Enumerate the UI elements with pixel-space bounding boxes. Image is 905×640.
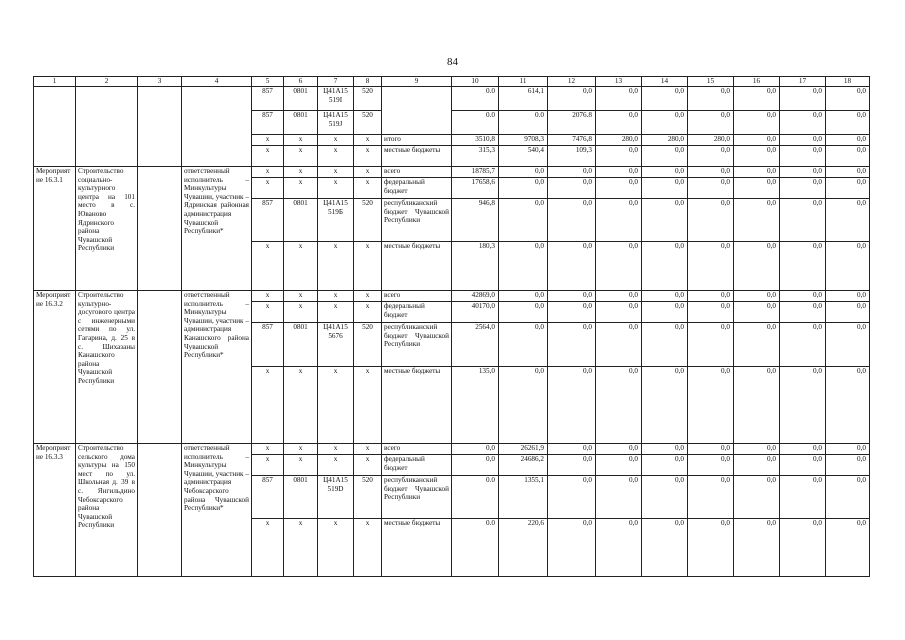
item-cell: Мероприятие 16.3.3 bbox=[34, 444, 76, 577]
value-cell: 0,0 bbox=[499, 242, 548, 291]
value-cell: 0.0 bbox=[452, 111, 499, 135]
responsible-cell bbox=[182, 87, 252, 167]
grbs-cell: 857 bbox=[252, 199, 284, 242]
target-article-cell: х bbox=[318, 242, 354, 291]
table-row bbox=[34, 291, 870, 302]
value-cell: 40170,0 bbox=[452, 302, 499, 323]
expense-type-cell: х bbox=[354, 444, 382, 455]
value-cell: 0,0 bbox=[642, 444, 688, 455]
value-cell: 0,0 bbox=[548, 178, 596, 199]
value-cell: 0,0 bbox=[826, 111, 870, 135]
value-cell: 0,0 bbox=[499, 367, 548, 444]
value-cell: 0,0 bbox=[642, 519, 688, 577]
value-cell: 0,0 bbox=[780, 242, 826, 291]
value-cell: 0,0 bbox=[826, 444, 870, 455]
value-cell: 0,0 bbox=[548, 242, 596, 291]
value-cell: 109,3 bbox=[548, 146, 596, 167]
value-cell: 0,0 bbox=[688, 444, 734, 455]
target-article-cell: х bbox=[318, 444, 354, 455]
value-cell: 0,0 bbox=[688, 167, 734, 178]
value-cell: 0,0 bbox=[780, 476, 826, 519]
value-cell: 0,0 bbox=[826, 199, 870, 242]
value-cell: 0,0 bbox=[642, 323, 688, 367]
value-cell: 0.0 bbox=[452, 87, 499, 111]
grbs-cell: х bbox=[252, 178, 284, 199]
header-cell: 4 bbox=[182, 77, 252, 87]
value-cell: 0,0 bbox=[826, 455, 870, 476]
section-cell: х bbox=[284, 167, 318, 178]
value-cell: 0,0 bbox=[826, 367, 870, 444]
expense-type-cell: х bbox=[354, 146, 382, 167]
target-article-cell: х bbox=[318, 367, 354, 444]
value-cell: 0,0 bbox=[499, 302, 548, 323]
col3-cell bbox=[138, 444, 182, 577]
funding-source-cell: республиканский бюджет Чувашской Республики bbox=[382, 323, 452, 367]
value-cell: 0,0 bbox=[642, 302, 688, 323]
description-cell: Строительство социально-культурного центра на 101 место в с. Юваново Ядринского района Чувашской Республики bbox=[76, 167, 138, 291]
expense-type-cell: 520 bbox=[354, 199, 382, 242]
target-article-cell: х bbox=[318, 291, 354, 302]
value-cell: 3510,8 bbox=[452, 135, 499, 146]
description-cell: Строительство сельского дома культуры на 150 мест по ул. Школьная д. 39 в с. Янгильдино Чебоксарского района Чувашской Республики bbox=[76, 444, 138, 577]
target-article-cell: х bbox=[318, 455, 354, 476]
value-cell: 614,1 bbox=[499, 87, 548, 111]
value-cell: 0,0 bbox=[596, 367, 642, 444]
value-cell: 0,0 bbox=[596, 111, 642, 135]
value-cell: 0,0 bbox=[642, 146, 688, 167]
value-cell: 0,0 bbox=[688, 87, 734, 111]
table-row bbox=[34, 444, 870, 455]
section-cell: х bbox=[284, 302, 318, 323]
value-cell: 0,0 bbox=[734, 519, 780, 577]
section-cell: х bbox=[284, 291, 318, 302]
target-article-cell: Ц41А15 519I bbox=[318, 87, 354, 111]
value-cell: 0,0 bbox=[596, 242, 642, 291]
page-number: 84 bbox=[447, 56, 458, 68]
value-cell: 0,0 bbox=[596, 323, 642, 367]
funding-source-cell: всего bbox=[382, 291, 452, 302]
section-cell: х bbox=[284, 178, 318, 199]
table-row bbox=[34, 167, 870, 178]
value-cell: 0,0 bbox=[780, 519, 826, 577]
target-article-cell: х bbox=[318, 178, 354, 199]
section-cell: 0801 bbox=[284, 111, 318, 135]
value-cell: 0,0 bbox=[826, 291, 870, 302]
value-cell: 0,0 bbox=[642, 167, 688, 178]
value-cell: 0,0 bbox=[596, 291, 642, 302]
section-cell: 0801 bbox=[284, 323, 318, 367]
value-cell: 0,0 bbox=[780, 455, 826, 476]
value-cell: 280,0 bbox=[596, 135, 642, 146]
value-cell: 0,0 bbox=[596, 199, 642, 242]
value-cell: 0,0 bbox=[826, 87, 870, 111]
description-cell bbox=[76, 87, 138, 167]
value-cell: 0,0 bbox=[826, 242, 870, 291]
value-cell: 0,0 bbox=[780, 135, 826, 146]
funding-source-cell: федеральный бюджет bbox=[382, 178, 452, 199]
grbs-cell: 857 bbox=[252, 111, 284, 135]
value-cell: 0,0 bbox=[826, 519, 870, 577]
value-cell: 0,0 bbox=[688, 367, 734, 444]
value-cell: 0,0 bbox=[596, 167, 642, 178]
expense-type-cell: х bbox=[354, 135, 382, 146]
value-cell: 0,0 bbox=[734, 87, 780, 111]
grbs-cell: х bbox=[252, 367, 284, 444]
grbs-cell: 857 bbox=[252, 87, 284, 111]
value-cell: 0,0 bbox=[548, 444, 596, 455]
section-cell: х bbox=[284, 242, 318, 291]
value-cell: 0,0 bbox=[548, 87, 596, 111]
value-cell: 0,0 bbox=[780, 199, 826, 242]
grbs-cell: х bbox=[252, 167, 284, 178]
value-cell: 0,0 bbox=[499, 199, 548, 242]
value-cell: 0,0 bbox=[780, 167, 826, 178]
header-cell: 16 bbox=[734, 77, 780, 87]
value-cell: 9708,3 bbox=[499, 135, 548, 146]
value-cell: 0,0 bbox=[826, 146, 870, 167]
section-cell: х bbox=[284, 135, 318, 146]
item-cell: Мероприятие 16.3.1 bbox=[34, 167, 76, 291]
value-cell: 0,0 bbox=[826, 323, 870, 367]
value-cell: 0,0 bbox=[780, 178, 826, 199]
section-cell: 0801 bbox=[284, 199, 318, 242]
funding-source-cell: федеральный бюджет bbox=[382, 455, 452, 476]
value-cell: 0,0 bbox=[826, 302, 870, 323]
value-cell: 0,0 bbox=[734, 135, 780, 146]
funding-source-cell: местные бюджеты bbox=[382, 367, 452, 444]
value-cell: 0,0 bbox=[734, 291, 780, 302]
value-cell: 0,0 bbox=[548, 323, 596, 367]
value-cell: 0,0 bbox=[642, 87, 688, 111]
value-cell: 946,8 bbox=[452, 199, 499, 242]
grbs-cell: х bbox=[252, 302, 284, 323]
header-row bbox=[34, 77, 870, 87]
header-cell: 3 bbox=[138, 77, 182, 87]
funding-source-cell: федеральный бюджет bbox=[382, 302, 452, 323]
value-cell: 0,0 bbox=[596, 302, 642, 323]
target-article-cell: Ц41А15 5676 bbox=[318, 323, 354, 367]
value-cell: 0,0 bbox=[734, 476, 780, 519]
value-cell: 135,0 bbox=[452, 367, 499, 444]
value-cell: 0,0 bbox=[734, 367, 780, 444]
target-article-cell: х bbox=[318, 302, 354, 323]
grbs-cell: х bbox=[252, 242, 284, 291]
section-cell: х bbox=[284, 519, 318, 577]
value-cell: 0,0 bbox=[642, 242, 688, 291]
target-article-cell: Ц41А15 519D bbox=[318, 476, 354, 519]
funding-source-cell: всего bbox=[382, 444, 452, 455]
grbs-cell: х bbox=[252, 146, 284, 167]
responsible-cell: ответственный исполнитель – Минкультуры Чувашии, участник – администрация Чебоксарского района Чувашской Республики* bbox=[182, 444, 252, 577]
header-cell: 2 bbox=[76, 77, 138, 87]
value-cell: 0,0 bbox=[734, 178, 780, 199]
section-cell: х bbox=[284, 367, 318, 444]
value-cell: 0,0 bbox=[826, 167, 870, 178]
value-cell: 18785,7 bbox=[452, 167, 499, 178]
table-body bbox=[34, 77, 870, 577]
target-article-cell: х bbox=[318, 167, 354, 178]
value-cell: 0,0 bbox=[780, 146, 826, 167]
target-article-cell: х bbox=[318, 519, 354, 577]
value-cell: 0,0 bbox=[688, 199, 734, 242]
funding-source-cell: местные бюджеты bbox=[382, 519, 452, 577]
header-cell: 9 bbox=[382, 77, 452, 87]
value-cell: 2076.8 bbox=[548, 111, 596, 135]
expense-type-cell: х bbox=[354, 242, 382, 291]
funding-source-cell: всего bbox=[382, 167, 452, 178]
header-cell: 15 bbox=[688, 77, 734, 87]
expense-type-cell: 520 bbox=[354, 111, 382, 135]
value-cell: 0,0 bbox=[642, 476, 688, 519]
value-cell: 0,0 bbox=[688, 323, 734, 367]
item-cell: Мероприятие 16.3.2 bbox=[34, 291, 76, 444]
expense-type-cell: х bbox=[354, 367, 382, 444]
value-cell: 0,0 bbox=[734, 111, 780, 135]
value-cell: 7476,8 bbox=[548, 135, 596, 146]
grbs-cell: 857 bbox=[252, 476, 284, 519]
value-cell: 280,0 bbox=[642, 135, 688, 146]
value-cell: 0,0 bbox=[780, 302, 826, 323]
value-cell: 0,0 bbox=[688, 111, 734, 135]
value-cell: 26261,9 bbox=[499, 444, 548, 455]
value-cell: 1355,1 bbox=[499, 476, 548, 519]
funding-source-cell bbox=[382, 87, 452, 135]
value-cell: 0,0 bbox=[596, 87, 642, 111]
expense-type-cell: х bbox=[354, 167, 382, 178]
value-cell: 42869,0 bbox=[452, 291, 499, 302]
section-cell: х bbox=[284, 444, 318, 455]
value-cell: 0,0 bbox=[642, 367, 688, 444]
grbs-cell: х bbox=[252, 455, 284, 476]
funding-source-cell: республиканский бюджет Чувашской Республики bbox=[382, 199, 452, 242]
value-cell: 0,0 bbox=[734, 444, 780, 455]
value-cell: 17658,6 bbox=[452, 178, 499, 199]
expense-type-cell: х bbox=[354, 519, 382, 577]
header-cell: 1 bbox=[34, 77, 76, 87]
value-cell: 0,0 bbox=[734, 242, 780, 291]
value-cell: 0,0 bbox=[734, 302, 780, 323]
expense-type-cell: 520 bbox=[354, 476, 382, 519]
header-cell: 7 bbox=[318, 77, 354, 87]
header-cell: 17 bbox=[780, 77, 826, 87]
value-cell: 0,0 bbox=[642, 111, 688, 135]
funding-source-cell: республиканский бюджет Чувашской Республики bbox=[382, 476, 452, 519]
header-cell: 18 bbox=[826, 77, 870, 87]
funding-source-cell: местные бюджеты bbox=[382, 242, 452, 291]
value-cell: 0,0 bbox=[452, 444, 499, 455]
value-cell: 0,0 bbox=[780, 323, 826, 367]
value-cell: 0,0 bbox=[499, 323, 548, 367]
responsible-cell: ответственный исполнитель – Минкультуры Чувашии, участник – администрация Канашского района Чувашской Республики* bbox=[182, 291, 252, 444]
value-cell: 0,0 bbox=[548, 455, 596, 476]
section-cell: 0801 bbox=[284, 476, 318, 519]
col3-cell bbox=[138, 87, 182, 167]
value-cell: 0,0 bbox=[548, 302, 596, 323]
value-cell: 315,3 bbox=[452, 146, 499, 167]
value-cell: 180,3 bbox=[452, 242, 499, 291]
value-cell: 0,0 bbox=[826, 178, 870, 199]
header-cell: 12 bbox=[548, 77, 596, 87]
grbs-cell: х bbox=[252, 519, 284, 577]
value-cell: 0,0 bbox=[642, 291, 688, 302]
value-cell: 0,0 bbox=[596, 146, 642, 167]
grbs-cell: х bbox=[252, 135, 284, 146]
expense-type-cell: х bbox=[354, 302, 382, 323]
value-cell: 0,0 bbox=[826, 476, 870, 519]
expense-type-cell: 520 bbox=[354, 87, 382, 111]
value-cell: 2564,0 bbox=[452, 323, 499, 367]
value-cell: 0,0 bbox=[688, 178, 734, 199]
value-cell: 0,0 bbox=[548, 291, 596, 302]
value-cell: 220,6 bbox=[499, 519, 548, 577]
value-cell: 0,0 bbox=[642, 178, 688, 199]
value-cell: 0,0 bbox=[596, 444, 642, 455]
grbs-cell: х bbox=[252, 444, 284, 455]
value-cell: 540,4 bbox=[499, 146, 548, 167]
value-cell: 0,0 bbox=[596, 519, 642, 577]
value-cell: 0,0 bbox=[688, 302, 734, 323]
value-cell: 0,0 bbox=[548, 167, 596, 178]
section-cell: х bbox=[284, 146, 318, 167]
table-row bbox=[34, 87, 870, 111]
value-cell: 0,0 bbox=[688, 146, 734, 167]
value-cell: 0,0 bbox=[780, 87, 826, 111]
value-cell: 280,0 bbox=[688, 135, 734, 146]
value-cell: 0,0 bbox=[688, 291, 734, 302]
value-cell: 0,0 bbox=[499, 167, 548, 178]
value-cell: 0,0 bbox=[826, 135, 870, 146]
value-cell: 0,0 bbox=[734, 167, 780, 178]
header-cell: 6 bbox=[284, 77, 318, 87]
header-cell: 5 bbox=[252, 77, 284, 87]
value-cell: 0,0 bbox=[499, 291, 548, 302]
value-cell: 0,0 bbox=[688, 242, 734, 291]
value-cell: 0.0 bbox=[499, 111, 548, 135]
section-cell: 0801 bbox=[284, 87, 318, 111]
value-cell: 0,0 bbox=[548, 476, 596, 519]
value-cell: 0,0 bbox=[688, 519, 734, 577]
grbs-cell: х bbox=[252, 291, 284, 302]
value-cell: 0,0 bbox=[688, 455, 734, 476]
value-cell: 0.0 bbox=[452, 519, 499, 577]
value-cell: 24686,2 bbox=[499, 455, 548, 476]
col3-cell bbox=[138, 291, 182, 444]
budget-table bbox=[33, 76, 870, 577]
grbs-cell: 857 bbox=[252, 323, 284, 367]
value-cell: 0.0 bbox=[452, 476, 499, 519]
section-cell: х bbox=[284, 455, 318, 476]
header-cell: 10 bbox=[452, 77, 499, 87]
funding-source-cell: итого bbox=[382, 135, 452, 146]
value-cell: 0,0 bbox=[596, 178, 642, 199]
header-cell: 14 bbox=[642, 77, 688, 87]
item-cell bbox=[34, 87, 76, 167]
value-cell: 0,0 bbox=[642, 455, 688, 476]
value-cell: 0,0 bbox=[596, 476, 642, 519]
value-cell: 0,0 bbox=[548, 519, 596, 577]
target-article-cell: х bbox=[318, 146, 354, 167]
value-cell: 0,0 bbox=[548, 367, 596, 444]
expense-type-cell: 520 bbox=[354, 323, 382, 367]
value-cell: 0,0 bbox=[642, 199, 688, 242]
value-cell: 0,0 bbox=[780, 444, 826, 455]
target-article-cell: Ц41А15 519J bbox=[318, 111, 354, 135]
expense-type-cell: х bbox=[354, 178, 382, 199]
value-cell: 0,0 bbox=[688, 476, 734, 519]
value-cell: 0,0 bbox=[780, 111, 826, 135]
value-cell: 0,0 bbox=[499, 178, 548, 199]
header-cell: 8 bbox=[354, 77, 382, 87]
value-cell: 0,0 bbox=[734, 146, 780, 167]
header-cell: 11 bbox=[499, 77, 548, 87]
value-cell: 0,0 bbox=[780, 291, 826, 302]
value-cell: 0,0 bbox=[548, 199, 596, 242]
header-cell: 13 bbox=[596, 77, 642, 87]
value-cell: 0,0 bbox=[734, 323, 780, 367]
value-cell: 0,0 bbox=[452, 455, 499, 476]
value-cell: 0,0 bbox=[734, 199, 780, 242]
value-cell: 0,0 bbox=[596, 455, 642, 476]
expense-type-cell: х bbox=[354, 291, 382, 302]
responsible-cell: ответственный исполнитель – Минкультуры Чувашии, участник – Ядринская районная администрация Чувашской Республики* bbox=[182, 167, 252, 291]
value-cell: 0,0 bbox=[780, 367, 826, 444]
description-cell: Строительство культурно-досугового центра с инженерными сетями по ул. Гагарина, д. 25 в с. Шихазаны Канашского района Чувашской Республики bbox=[76, 291, 138, 444]
col3-cell bbox=[138, 167, 182, 291]
target-article-cell: Ц41А15 519Б bbox=[318, 199, 354, 242]
value-cell: 0,0 bbox=[734, 455, 780, 476]
funding-source-cell: местные бюджеты bbox=[382, 146, 452, 167]
target-article-cell: х bbox=[318, 135, 354, 146]
expense-type-cell: х bbox=[354, 455, 382, 476]
